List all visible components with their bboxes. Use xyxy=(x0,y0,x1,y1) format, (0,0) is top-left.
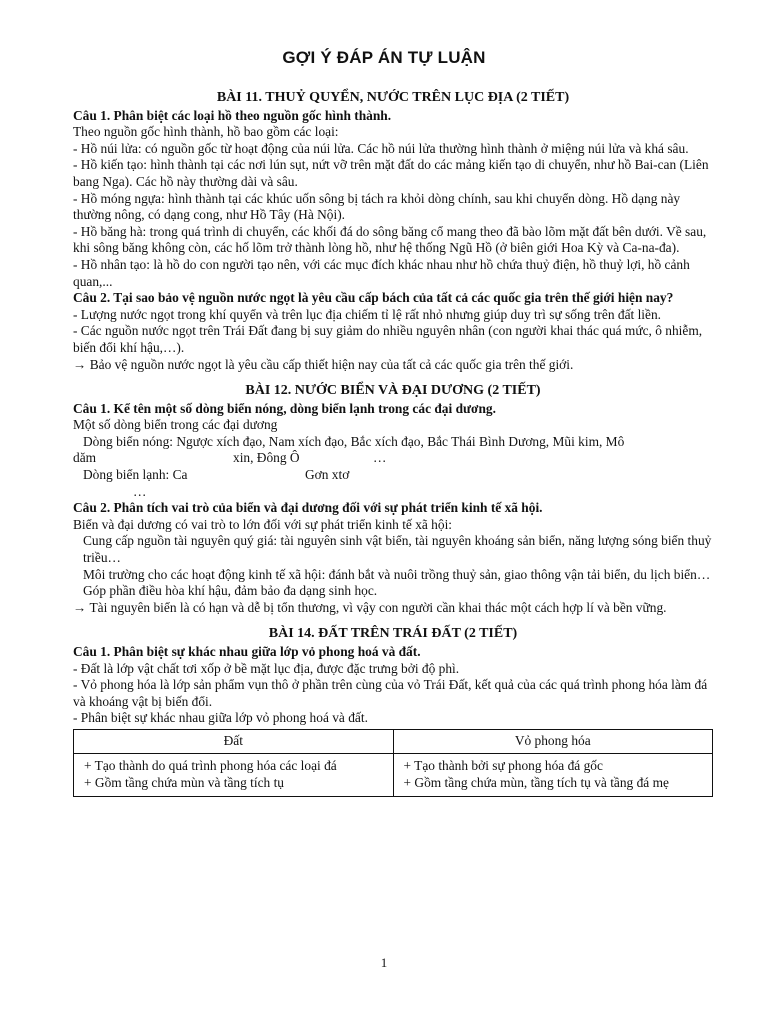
comparison-table xyxy=(73,729,713,797)
cold-currents-fragment: … xyxy=(133,483,147,499)
paragraph: - Hồ băng hà: trong quá trình di chuyển, các khối đá do sông băng cổ mang theo đã bào lõm mặt đất bên dưới. Về sau, khi sông băng không còn, các hố lõm trở thành lòng hồ, như hệ thống Ngũ Hồ (ở biên giới Hoa Kỳ và Ca-na-đa). xyxy=(73,223,707,256)
paragraph: - Phân biệt sự khác nhau giữa lớp vỏ phong hoá và đất. xyxy=(73,710,368,726)
list-item: Cung cấp nguồn tài nguyên quý giá: tài nguyên sinh vật biển, tài nguyên khoáng sản biển, năng lượng sóng biển thuỷ triều… xyxy=(83,533,712,566)
lesson-12-question-2: Câu 2. Phân tích vai trò của biển và đại dương đối với sự phát triển kinh tế xã hội. xyxy=(73,500,543,516)
lesson-11-title: BÀI 11. THUỶ QUYỂN, NƯỚC TRÊN LỤC ĐỊA (2 TIẾT) xyxy=(216,90,570,105)
document-content xyxy=(73,90,713,797)
warm-currents-line-2 xyxy=(73,450,713,467)
table-row xyxy=(74,753,713,796)
paragraph: - Các nguồn nước ngọt trên Trái Đất đang bị suy giảm do nhiều nguyên nhân (con người khai thác quá mức, ô nhiễm, biến đổi khí hậu,…). xyxy=(73,323,703,355)
cell-line: + Tạo thành do quá trình phong hóa các loại đá xyxy=(84,757,337,773)
warm-currents-fragment: xin, Đông Ô xyxy=(233,450,300,466)
warm-currents-fragment: dăm xyxy=(73,450,97,466)
paragraph: - Đất là lớp vật chất tơi xốp ở bề mặt lục địa, được đặc trưng bởi độ phì. xyxy=(73,660,460,676)
cold-currents-text: Dòng biển lạnh: Ca xyxy=(83,467,188,483)
warm-currents-line xyxy=(73,434,713,451)
lesson-12-title: BÀI 12. NƯỚC BIỂN VÀ ĐẠI DƯƠNG (2 TIẾT) xyxy=(245,383,541,399)
paragraph: - Lượng nước ngọt trong khí quyển và trên lục địa chiếm tỉ lệ rất nhỏ nhưng giúp duy trì sự sống trên đất liền. xyxy=(73,306,662,322)
cold-currents-line-2 xyxy=(73,484,713,501)
list-item: Góp phần điều hòa khí hậu, đảm bảo đa dạng sinh học. xyxy=(83,583,378,599)
paragraph: - Vỏ phong hóa là lớp sản phẩm vụn thô ở phần trên cùng của vỏ Trái Đất, kết quả của các quá trình phong hóa làm đá và khoáng vật bị biến đổi. xyxy=(73,677,708,709)
table-header-row xyxy=(74,729,713,753)
warm-currents-fragment: … xyxy=(373,450,387,466)
paragraph: Một số dòng biển trong các đại dương xyxy=(73,417,278,433)
paragraph: → Bảo vệ nguồn nước ngọt là yêu cầu cấp thiết hiện nay của tất cả các quốc gia trên thế giới. xyxy=(73,356,574,372)
paragraph: - Hồ nhân tạo: là hồ do con người tạo nên, với các mục đích khác nhau như hồ chứa thuỷ điện, hồ thuỷ lợi, hồ cảnh quan,... xyxy=(73,256,690,289)
lesson-14-question-1: Câu 1. Phân biệt sự khác nhau giữa lớp vỏ phong hoá và đất. xyxy=(73,644,421,659)
section-gap xyxy=(73,373,713,383)
cold-currents-line xyxy=(73,467,713,484)
list-item: Môi trường cho các hoạt động kinh tế xã hội: đánh bắt và nuôi trồng thuỷ sản, giao thông vận tải biển, du lịch biển… xyxy=(83,566,711,582)
lesson-14-title: BÀI 14. ĐẤT TRÊN TRÁI ĐẤT (2 TIẾT) xyxy=(268,626,518,642)
paragraph: Biển và đại dương có vai trò to lớn đối với sự phát triển kinh tế xã hội: xyxy=(73,516,453,532)
lesson-11-question-1: Câu 1. Phân biệt các loại hồ theo nguồn gốc hình thành. xyxy=(73,107,392,123)
page-title: GỢI Ý ĐÁP ÁN TỰ LUẬN xyxy=(282,48,486,67)
lesson-11-question-2: Câu 2. Tại sao bảo vệ nguồn nước ngọt là yêu cầu cấp bách của tất cả các quốc gia trên thế giới hiện nay? xyxy=(73,290,674,306)
paragraph: - Hồ móng ngựa: hình thành tại các khúc uốn sông bị tách ra khỏi dòng chính, sau khi chuyển dòng. Hồ dạng này thường nông, có dạng cong, như Hồ Tây (Hà Nội). xyxy=(73,190,681,223)
table-cell xyxy=(393,753,713,796)
table-header: Vỏ phong hóa xyxy=(393,729,713,753)
warm-currents-text: Dòng biển nóng: Ngược xích đạo, Nam xích đạo, Bắc xích đạo, Bắc Thái Bình Dương, Mũi kim, Mô xyxy=(83,433,625,449)
cold-currents-fragment: Gơn xtơ xyxy=(305,467,350,483)
table-cell xyxy=(74,753,394,796)
page-number: 1 xyxy=(380,955,388,970)
table-header: Đất xyxy=(74,729,394,753)
section-gap xyxy=(73,616,713,626)
paragraph: → Tài nguyên biển là có hạn và dễ bị tổn thương, vì vậy con người cần khai thác một cách hợp lí và bền vững. xyxy=(73,599,667,615)
cell-line: + Tạo thành bởi sự phong hóa đá gốc xyxy=(403,757,603,773)
paragraph: - Hồ kiến tạo: hình thành tại các nơi lún sụt, nứt vỡ trên mặt đất do các mảng kiến tạo di chuyển, như hồ Bai-can (Liên bang Nga). Các hồ này thường dài và sâu. xyxy=(73,157,709,189)
paragraph: Theo nguồn gốc hình thành, hồ bao gồm các loại: xyxy=(73,124,339,140)
lesson-12-question-1: Câu 1. Kể tên một số dòng biển nóng, dòng biển lạnh trong các đại dương. xyxy=(73,400,496,416)
cell-line: + Gồm tầng chứa mùn và tầng tích tụ xyxy=(84,774,285,790)
cell-line: + Gồm tầng chứa mùn, tầng tích tụ và tầng đá mẹ xyxy=(403,774,669,790)
paragraph: - Hồ núi lửa: có nguồn gốc từ hoạt động của núi lửa. Các hồ núi lửa thường hình thành ở miệng núi lửa và khá sâu. xyxy=(73,140,689,156)
